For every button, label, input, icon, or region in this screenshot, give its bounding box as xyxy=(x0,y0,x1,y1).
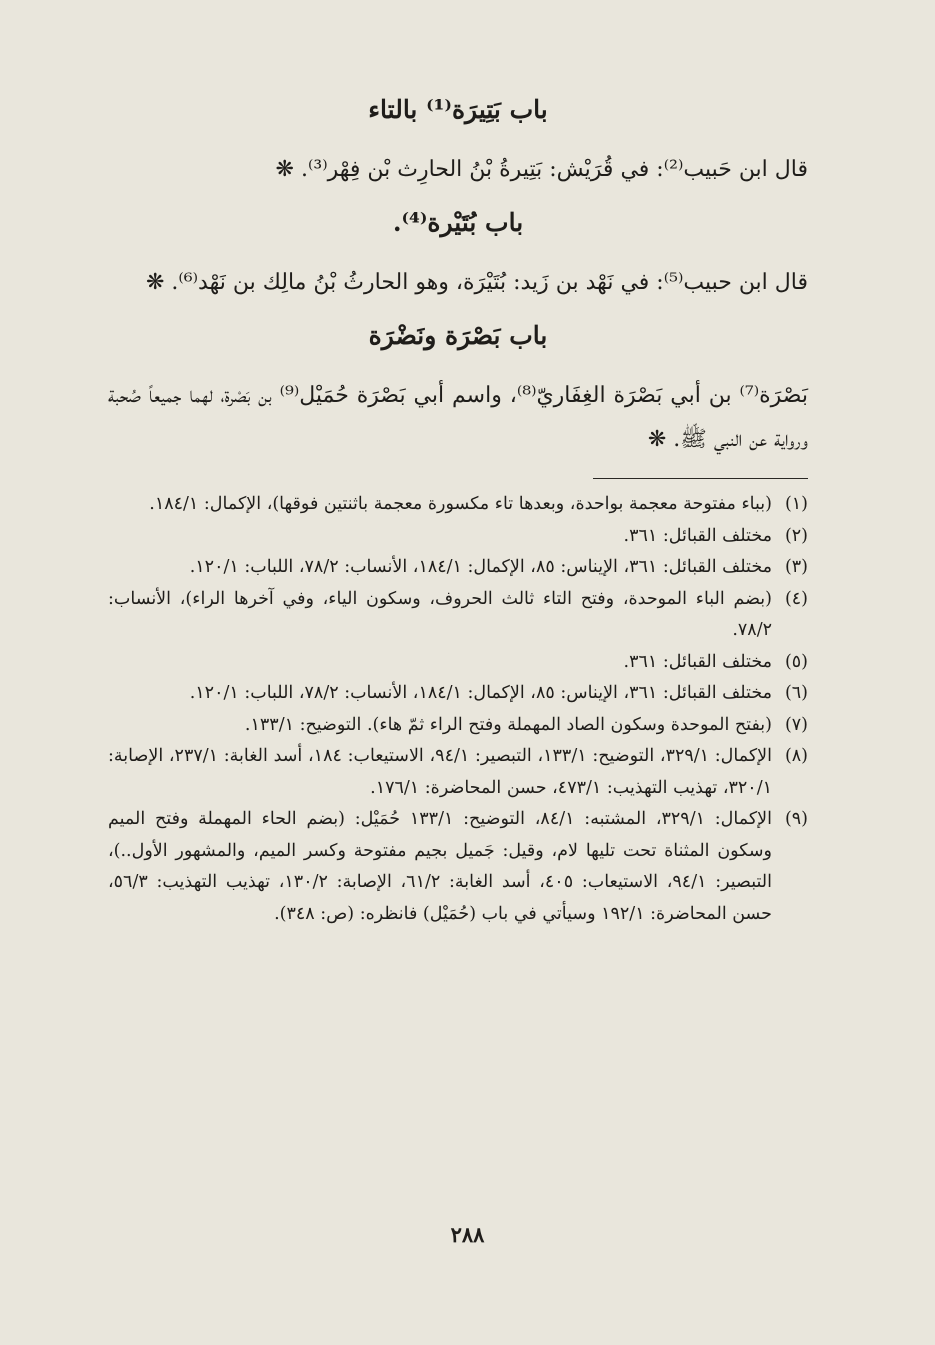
page-number: ٢٨٨ xyxy=(450,1222,485,1247)
entry-butayra: قال ابن حبيب⁽⁵⁾: في نَهْد بن زَيد: بُتَيْرَة، وهو الحارثُ بْنُ مالِك بن نَهْد⁽⁶⁾. ❋ xyxy=(145,270,808,295)
footnote-number: (٧) xyxy=(784,714,808,735)
footnote-number: (٨) xyxy=(784,746,808,766)
footnote-text: (بباء مفتوحة معجمة بواحدة، وبعدها تاء مكسورة معجمة باثنتين فوقها)، الإكمال: ١٨٤/١. xyxy=(149,494,772,514)
footnote-text: مختلف القبائل: ٣٦١. xyxy=(623,525,772,546)
footnote-number: (١) xyxy=(784,494,808,514)
section-heading-batira: باب بَتِيرَة⁽¹⁾ بالتاء xyxy=(368,95,548,124)
footnote xyxy=(108,678,808,710)
footnote-divider xyxy=(593,478,808,479)
footnote xyxy=(108,584,808,647)
footnote xyxy=(108,552,808,584)
footnote xyxy=(108,710,808,742)
footnote xyxy=(108,741,808,804)
section-heading-basra-nadra: باب بَصْرَة ونَضْرَة xyxy=(368,321,548,350)
footnote-number: (٦) xyxy=(784,683,808,703)
footnote-text: الإكمال: ٣٢٩/١، التوضيح: ١٣٣/١، التبصير: ٩٤/١، الاستيعاب: ١٨٤، أسد الغابة: ٢٣٧/١، الإصابة: ٣٢٠/١، تهذيب التهذيب: ٤٧٣/١، حسن المحاضرة: ١٧٦/١. xyxy=(108,746,772,798)
footnote-number: (٥) xyxy=(784,651,808,672)
footnote-number: (٤) xyxy=(784,588,808,609)
footnote-text: مختلف القبائل: ٣٦١، الإيناس: ٨٥، الإكمال: ١٨٤/١، الأنساب: ٧٨/٢، اللباب: ١٢٠/١. xyxy=(189,683,772,703)
section-heading-butayra: باب بُتَيْرة⁽⁴⁾. xyxy=(392,208,524,237)
footnote-text: مختلف القبائل: ٣٦١. xyxy=(623,651,772,672)
page-content xyxy=(108,95,808,930)
footnote-text: (بفتح الموحدة وسكون الصاد المهملة وفتح الراء ثمّ هاء). التوضيح: ١٣٣/١. xyxy=(244,714,772,735)
footnote-text: مختلف القبائل: ٣٦١، الإيناس: ٨٥، الإكمال: ١٨٤/١، الأنساب: ٧٨/٢، اللباب: ١٢٠/١. xyxy=(189,557,772,577)
entry-batira: قال ابن حَبيب⁽²⁾: في قُرَيْش: بَتِيرةُ بْنُ الحارِث بْن فِهْر⁽³⁾. ❋ xyxy=(275,157,808,182)
footnote-number: (٢) xyxy=(784,525,808,546)
footnote xyxy=(108,647,808,679)
footnote xyxy=(108,521,808,553)
footnote-number: (٣) xyxy=(784,557,808,577)
footnotes xyxy=(108,489,808,930)
footnote-text: الإكمال: ٣٢٩/١، المشتبه: ٨٤/١، التوضيح: ١٣٣/١ حُمَيْل: (بضم الحاء المهملة وفتح الميم وسكون المثناة تحت تليها لام، وقيل: جَميل بجيم مفتوحة وكسر الميم، والمشهور الأول..)، التبصير: ٩٤/١، الاستيعاب: ٤٠٥، أسد الغابة: ٦١/٢، الإصابة: ١٣٠/٢، تهذيب التهذيب: ٥٦/٣، حسن المحاضرة: ١٩٢/١ وسيأتي في باب (حُمَيْل) فانظره: (ص: ٣٤٨). xyxy=(108,809,773,924)
footnote-number: (٩) xyxy=(784,809,808,829)
footnote xyxy=(108,489,808,521)
footnote xyxy=(108,804,808,930)
entry-basra: بَصْرَة⁽⁷⁾ بن أبي بَصْرَة الغِفَاريّ⁽⁸⁾، واسم أبي بَصْرَة حُمَيْل⁽⁹⁾ بن بَصْرة، لهما جميعاً صُحبة ورواية عن النبي ﷺ. ❋ xyxy=(108,383,808,452)
footnote-text: (بضم الباء الموحدة، وفتح التاء ثالث الحروف، وسكون الياء، وفي آخرها الراء)، الأنساب: ٧٨/٢. xyxy=(108,588,772,640)
